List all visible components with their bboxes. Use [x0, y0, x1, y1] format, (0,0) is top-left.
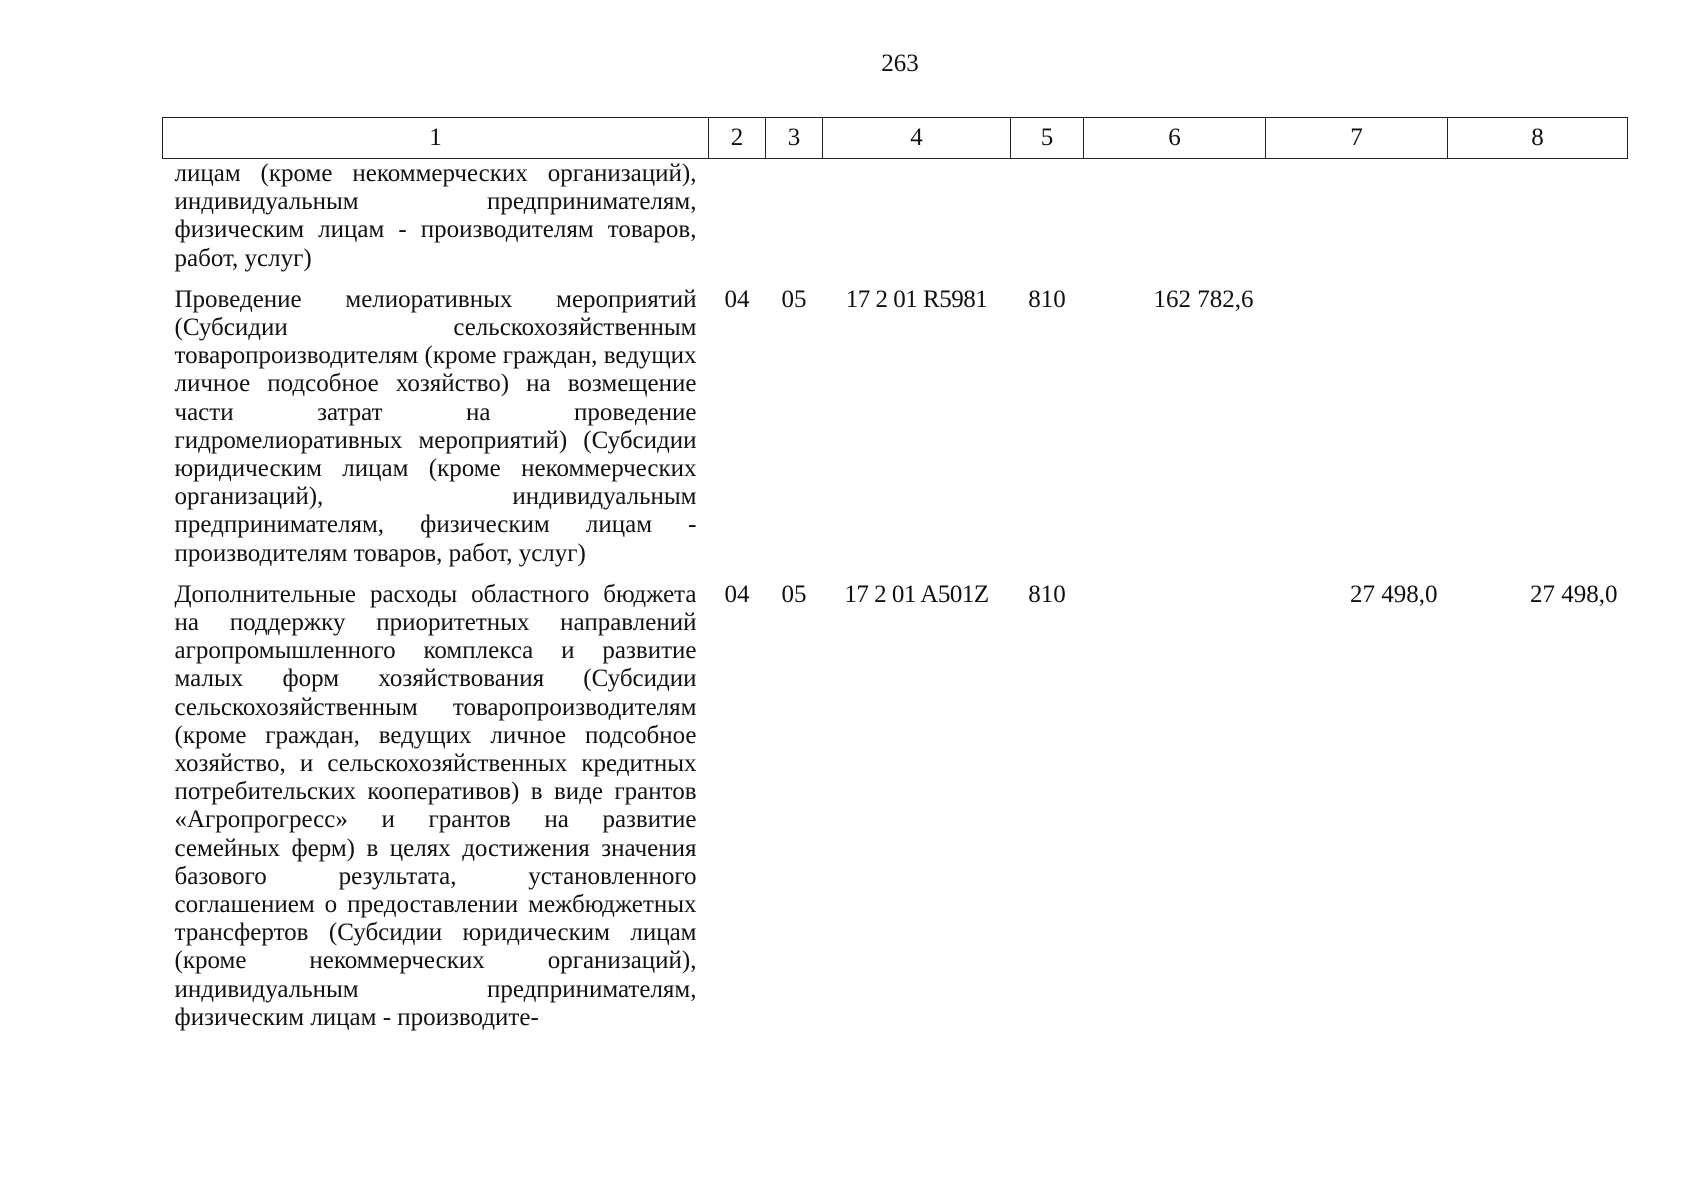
row-sum-col7: 27 498,0 — [1350, 580, 1438, 608]
row-sum-col7 — [1266, 159, 1448, 285]
row-vr: 810 — [1028, 285, 1066, 313]
header-col-4: 4 — [823, 118, 1011, 159]
row-csr — [823, 159, 1011, 285]
row-csr: 17 2 01 R5981 — [845, 285, 988, 313]
row-description: Дополнительные расходы областного бюджета на поддержку приоритетных направлений агропромышленного комплекса и развитие малых форм хозяйствования (Субсидии сельскохозяйственным товаропроизводителям (кроме граждан, ведущих личное подсобное хозяйство, и сельскохозяйственных кредитных потребительских кооперативов) в виде грантов «Агропрогресс» и грантов на развитие семейных ферм) в целях достижения значения базового результата, установленного соглашением о предоставлении межбюджетных трансфертов (Субсидии юридическим лицам (кроме некоммерческих организаций), индивидуальным предпринимателям, физическим лицам - производите- — [174, 580, 697, 1031]
header-col-3: 3 — [766, 118, 823, 159]
table-body — [163, 159, 1628, 1045]
row-description: лицам (кроме некоммерческих организаций), индивидуальным предпринимателям, физическим лицам - производителям товаров, работ, услуг) — [174, 160, 697, 272]
header-col-2: 2 — [709, 118, 766, 159]
row-csr: 17 2 01 A501Z — [844, 580, 989, 608]
header-row — [163, 118, 1628, 159]
header-col-6: 6 — [1084, 118, 1266, 159]
row-sum-col8 — [1448, 159, 1628, 285]
row-pr: 05 — [781, 580, 807, 608]
header-col-5: 5 — [1011, 118, 1084, 159]
header-col-1: 1 — [163, 118, 709, 159]
row-pr: 05 — [781, 285, 807, 313]
row-sum-col6 — [1084, 159, 1266, 285]
row-rz — [709, 159, 766, 285]
budget-table — [162, 117, 1628, 1044]
table-row — [163, 580, 1628, 1044]
row-vr — [1011, 159, 1084, 285]
row-rz: 04 — [724, 580, 750, 608]
row-vr: 810 — [1028, 580, 1066, 608]
header-col-7: 7 — [1266, 118, 1448, 159]
page-number: 263 — [881, 50, 919, 77]
row-pr — [766, 159, 823, 285]
row-sum-col6 — [1084, 580, 1266, 1044]
table-header — [163, 118, 1628, 159]
row-sum-col7 — [1266, 285, 1448, 580]
table-row — [163, 285, 1628, 580]
header-col-8: 8 — [1448, 118, 1628, 159]
row-description: Проведение мелиоративных мероприятий (Субсидии сельскохозяйственным товаропроизводителям (кроме граждан, ведущих личное подсобное хозяйство) на возмещение части затрат на проведение гидромелиоративных мероприятий) (Субсидии юридическим лицам (кроме некоммерческих организаций), индивидуальным предпринимателям, физическим лицам - производителям товаров, работ, услуг) — [174, 285, 697, 567]
row-sum-col8: 27 498,0 — [1530, 580, 1618, 608]
row-sum-col8 — [1448, 285, 1628, 580]
table-row — [163, 159, 1628, 285]
row-rz: 04 — [724, 285, 750, 313]
row-sum-col6: 162 782,6 — [1153, 285, 1254, 313]
